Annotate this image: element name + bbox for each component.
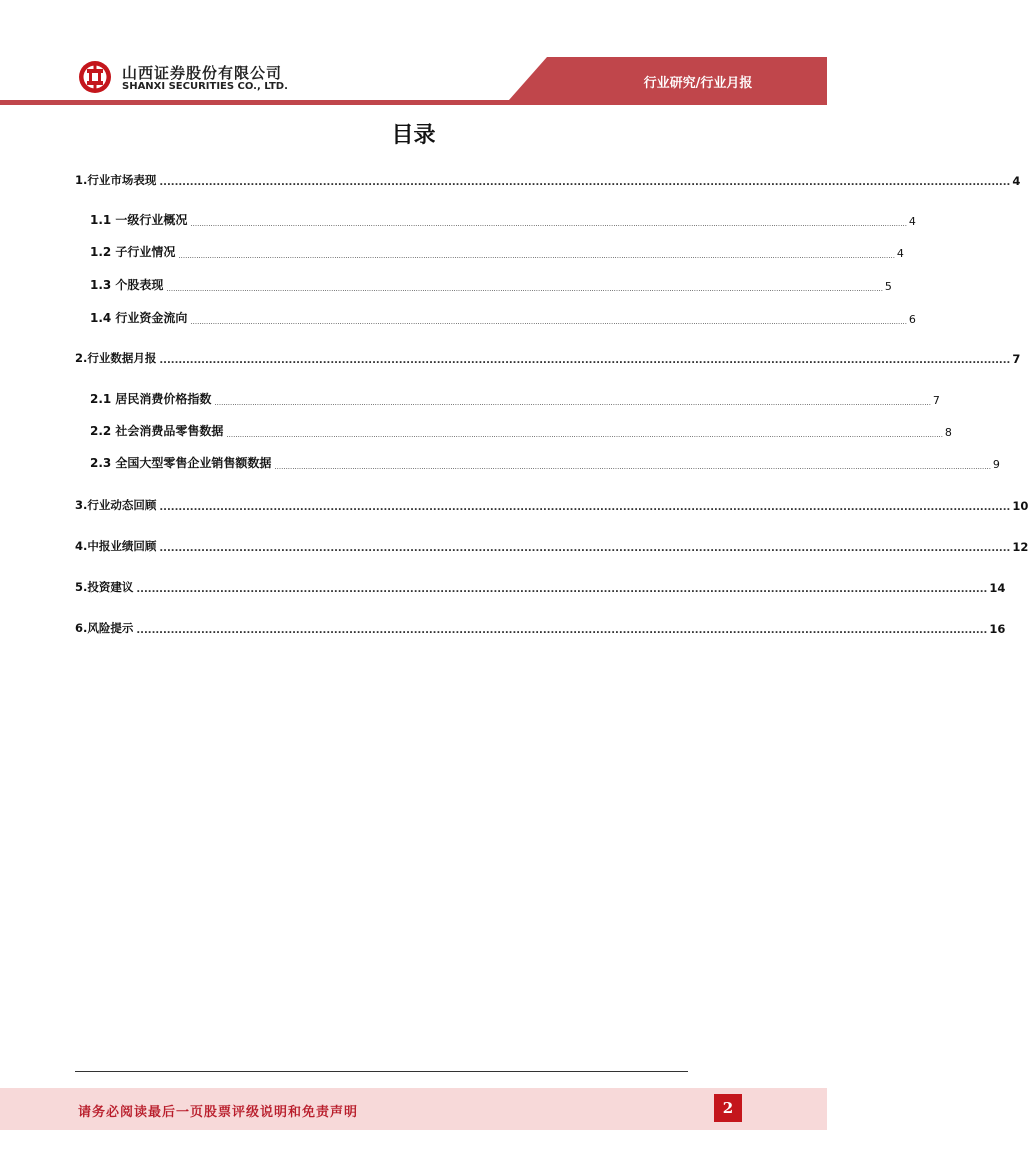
toc-entry-label: 2.2 社会消费品零售数据: [90, 424, 224, 438]
toc-leader-dots: ................................................................................................................................................................................................................................: [136, 584, 988, 595]
company-name-en: SHANXI SECURITIES CO., LTD.: [122, 81, 288, 92]
report-category: 行业研究/行业月报: [643, 76, 753, 91]
toc-entry-label: 6.风险提示: [75, 621, 134, 635]
toc-entry-page: 10: [1012, 499, 1028, 513]
toc-entry-page: 4: [1012, 174, 1021, 188]
toc-entry-page: 16: [989, 622, 1006, 636]
toc-entry-page: 14: [989, 581, 1006, 595]
toc-entry[interactable]: [90, 310, 916, 326]
toc-leader-dots: ..................................................................................................................................................................................................................................................................................................................................: [226, 431, 943, 439]
toc-entry-label: 1.2 子行业情况: [90, 245, 176, 259]
toc-entry[interactable]: [90, 455, 1000, 471]
toc-entry[interactable]: [75, 497, 1028, 513]
toc-entry[interactable]: [75, 620, 1006, 636]
toc-entry-label: 2.行业数据月报: [75, 351, 157, 365]
toc-entry[interactable]: [75, 538, 1028, 554]
toc-entry-page: 6: [908, 313, 916, 326]
toc-leader-dots: ..................................................................................................................................................................................................................................................................................................................................: [166, 285, 883, 293]
toc-leader-dots: ..................................................................................................................................................................................................................................................................................................................................: [214, 399, 931, 407]
company-name-cn: 山西证券股份有限公司: [122, 64, 283, 82]
header-band: [0, 0, 827, 110]
toc-leader-dots: ................................................................................................................................................................................................................................: [159, 543, 1011, 554]
toc-leader-dots: ..................................................................................................................................................................................................................................................................................................................................: [190, 318, 907, 326]
footer-divider: [75, 1071, 688, 1072]
toc-leader-dots: ................................................................................................................................................................................................................................: [159, 177, 1011, 188]
toc-entry[interactable]: [90, 244, 904, 260]
toc-entry-label: 4.中报业绩回顾: [75, 539, 157, 553]
toc-leader-dots: ..................................................................................................................................................................................................................................................................................................................................: [178, 252, 895, 260]
page-title: 目录: [391, 123, 436, 148]
toc-entry-label: 1.1 一级行业概况: [90, 213, 188, 227]
toc-entry-label: 1.4 行业资金流向: [90, 311, 188, 325]
toc-entry-label: 1.行业市场表现: [75, 173, 157, 187]
toc-entry-label: 3.行业动态回顾: [75, 498, 157, 512]
toc-leader-dots: ................................................................................................................................................................................................................................: [159, 355, 1011, 366]
toc-entry-page: 5: [884, 280, 892, 293]
toc-entry-page: 4: [896, 247, 904, 260]
shanxi-securities-logo-icon: [78, 60, 112, 94]
toc-entry[interactable]: [75, 172, 1021, 188]
toc-entry[interactable]: [75, 579, 1006, 595]
toc-entry-page: 8: [944, 426, 952, 439]
page-number: 2: [714, 1094, 742, 1122]
toc-leader-dots: ................................................................................................................................................................................................................................: [136, 625, 988, 636]
toc-entry[interactable]: [90, 391, 940, 407]
toc-entry-label: 5.投资建议: [75, 580, 134, 594]
toc-entry-label: 2.1 居民消费价格指数: [90, 392, 212, 406]
page-header: [0, 0, 827, 110]
toc-entry-label: 1.3 个股表现: [90, 278, 164, 292]
footer-disclaimer: 请务必阅读最后一页股票评级说明和免责声明: [78, 1105, 359, 1120]
toc-entry-page: 12: [1012, 540, 1028, 554]
toc-entry-page: 7: [932, 394, 940, 407]
toc-leader-dots: ................................................................................................................................................................................................................................: [159, 502, 1011, 513]
toc-entry-page: 4: [908, 215, 916, 228]
toc-leader-dots: ..................................................................................................................................................................................................................................................................................................................................: [190, 220, 907, 228]
toc-entry-page: 7: [1012, 352, 1021, 366]
toc-entry[interactable]: [90, 277, 892, 293]
toc-entry-label: 2.3 全国大型零售企业销售额数据: [90, 456, 272, 470]
toc-entry-page: 9: [992, 458, 1000, 471]
toc-entry[interactable]: [90, 423, 952, 439]
toc-leader-dots: ..................................................................................................................................................................................................................................................................................................................................: [274, 463, 991, 471]
toc-entry[interactable]: [75, 350, 1021, 366]
toc-entry[interactable]: [90, 212, 916, 228]
